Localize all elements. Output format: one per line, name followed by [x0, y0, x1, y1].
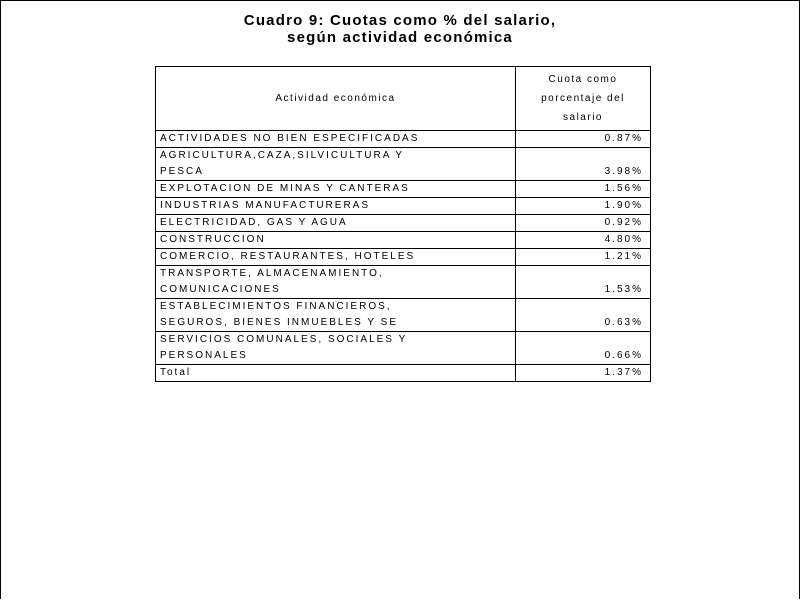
activity-line: INDUSTRIAS MANUFACTURERAS: [160, 200, 371, 211]
activity-cell: [156, 332, 516, 365]
title-line-2: según actividad económica: [287, 29, 513, 46]
table-row: [156, 148, 651, 181]
activity-line: EXPLOTACION DE MINAS Y CANTERAS: [160, 183, 410, 194]
activity-line: SERVICIOS COMUNALES, SOCIALES Y: [160, 334, 408, 345]
activity-cell: [156, 299, 516, 332]
header-activity: Actividad económica: [156, 67, 516, 131]
header-quota-line-1: Cuota como: [548, 74, 618, 85]
activity-cell: [156, 249, 516, 266]
quota-value: 1.53%: [604, 284, 643, 295]
quota-value-cell: [516, 332, 651, 365]
table-row: [156, 215, 651, 232]
quota-value: 0.63%: [604, 317, 643, 328]
title-line-1: Cuadro 9: Cuotas como % del salario,: [243, 12, 557, 29]
quota-value-cell: [516, 181, 651, 198]
quota-value: 1.56%: [604, 183, 643, 194]
activity-line: PERSONALES: [160, 350, 248, 361]
quota-value: 1.37%: [604, 367, 643, 378]
activity-line: COMERCIO, RESTAURANTES, HOTELES: [160, 251, 416, 262]
activity-line: ESTABLECIMIENTOS FINANCIEROS,: [160, 301, 392, 312]
activity-line: ELECTRICIDAD, GAS Y AGUA: [160, 217, 348, 228]
quota-table: [155, 66, 651, 382]
table-header-row: [156, 67, 651, 131]
header-quota: [516, 67, 651, 131]
activity-line: COMUNICACIONES: [160, 284, 281, 295]
activity-cell: [156, 131, 516, 148]
quota-value-cell: [516, 365, 651, 382]
table-row: [156, 232, 651, 249]
quota-value: 0.87%: [604, 133, 643, 144]
quota-value-cell: [516, 148, 651, 181]
table-row: [156, 198, 651, 215]
table-row: [156, 266, 651, 299]
quota-value-cell: [516, 198, 651, 215]
activity-cell: [156, 365, 516, 382]
activity-cell: [156, 232, 516, 249]
table-row: [156, 299, 651, 332]
table-row: [156, 365, 651, 382]
activity-cell: [156, 266, 516, 299]
header-quota-line-3: salario: [563, 112, 603, 123]
quota-value-cell: [516, 215, 651, 232]
quota-value-cell: [516, 249, 651, 266]
quota-value: 0.66%: [604, 350, 643, 361]
activity-line: ACTIVIDADES NO BIEN ESPECIFICADAS: [160, 133, 420, 144]
activity-line: Total: [160, 367, 192, 378]
activity-cell: [156, 181, 516, 198]
activity-cell: [156, 198, 516, 215]
quota-value-cell: [516, 232, 651, 249]
table-row: [156, 332, 651, 365]
table-row: [156, 131, 651, 148]
activity-line: PESCA: [160, 166, 204, 177]
table-row: [156, 249, 651, 266]
header-quota-line-2: porcentaje del: [541, 93, 625, 104]
activity-line: SEGUROS, BIENES INMUEBLES Y SE: [160, 317, 399, 328]
quota-value-cell: [516, 299, 651, 332]
quota-value: 0.92%: [604, 217, 643, 228]
quota-value: 3.98%: [604, 166, 643, 177]
quota-value-cell: [516, 266, 651, 299]
quota-value-cell: [516, 131, 651, 148]
activity-line: AGRICULTURA,CAZA,SILVICULTURA Y: [160, 150, 405, 161]
activity-line: TRANSPORTE, ALMACENAMIENTO,: [160, 268, 384, 279]
quota-value: 1.21%: [604, 251, 643, 262]
activity-line: CONSTRUCCION: [160, 234, 266, 245]
quota-value: 4.80%: [604, 234, 643, 245]
activity-cell: [156, 215, 516, 232]
table-row: [156, 181, 651, 198]
quota-value: 1.90%: [604, 200, 643, 211]
table-title: [0, 12, 800, 46]
activity-cell: [156, 148, 516, 181]
